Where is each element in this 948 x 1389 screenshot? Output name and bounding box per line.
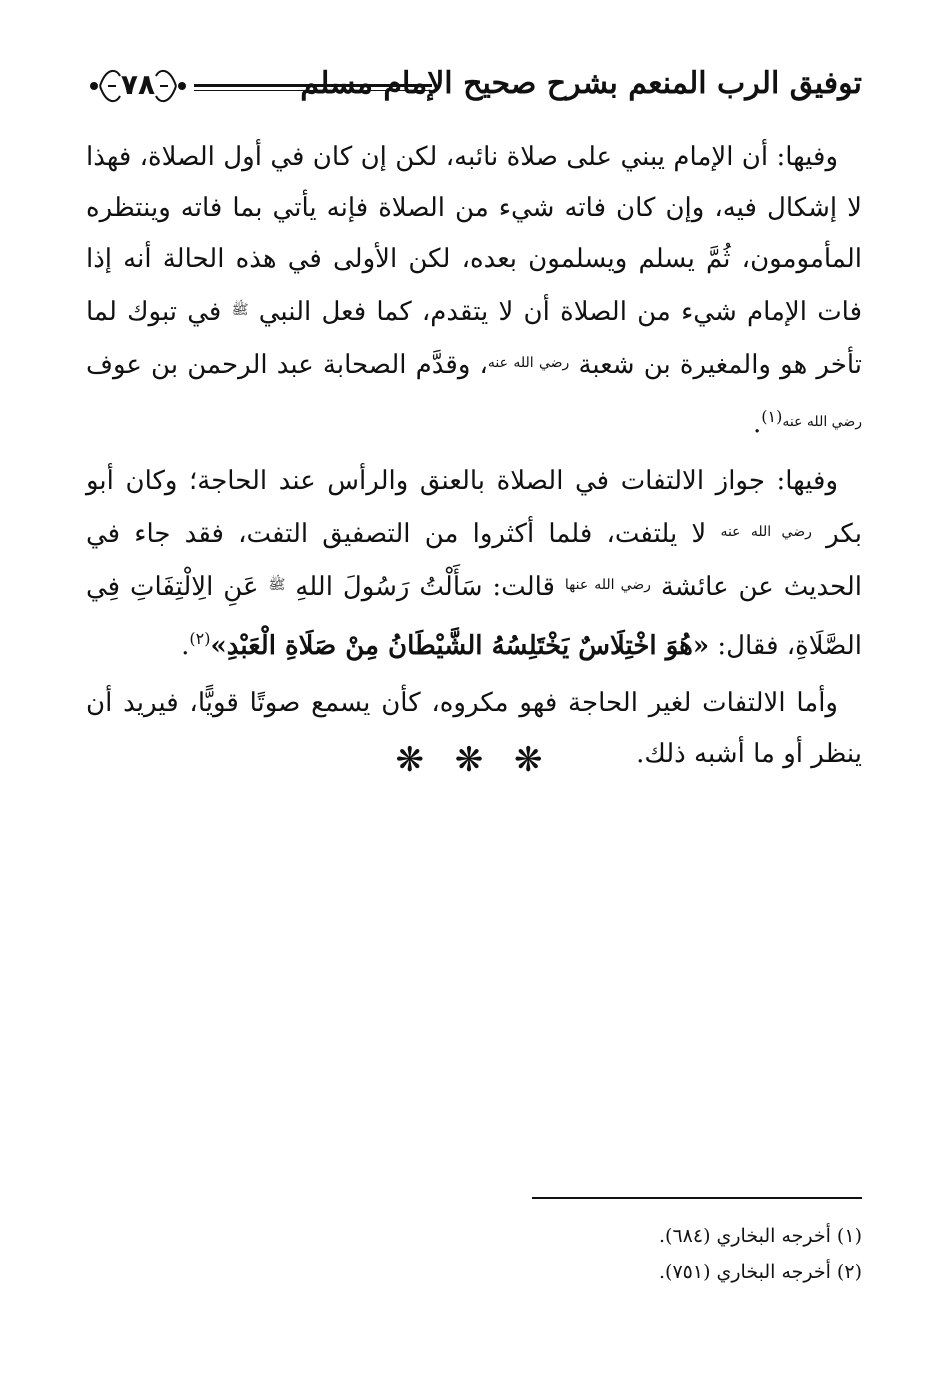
honorific-mark: رضي الله عنه	[720, 524, 812, 540]
footnote-ref-1[interactable]: (١)	[761, 407, 783, 426]
honorific-mark: رضي الله عنه	[782, 414, 862, 430]
book-title: توفيق الرب المنعم بشرح صحيح الإمام مسلم	[300, 66, 862, 101]
footnote-2: (٢) أخرجه البخاري (٧٥١).	[658, 1261, 862, 1283]
paragraph-2	[86, 456, 862, 672]
header-rule	[194, 84, 432, 91]
paragraph-1-text-c: ، وقدَّم الصحابة عبد الرحمن بن عوف	[86, 350, 488, 380]
footnote-rule	[532, 1197, 862, 1199]
paragraph-2-text-c: قالت: سَأَلْتُ رَسُولَ اللهِ	[295, 572, 555, 602]
salutation-mark: ﷺ	[231, 302, 249, 318]
paragraph-3: وأما الالتفات لغير الحاجة فهو مكروه، كأن يسمع صوتًا قويًّا، فيريد أن ينظر أو ما أشبه ذلك.	[86, 688, 862, 769]
paragraph-1-text: وفيها: أن الإمام يبني على صلاة نائبه، لكن إن كان في أول الصلاة، فهذا لا إشكال فيه، وإن كان فاته شيء من الصلاة فإنه يأتي بما فاته وينتظره المأمومون، ثُمَّ يسلم ويسلمون بعده، لكن الأولى في هذه الحالة أنه إذا فات الإمام شيء من الصلاة أن لا يتقدم، كما فعل النبي	[86, 142, 863, 327]
paragraph-1-text-b: في تبوك لما تأخر هو والمغيرة بن شعبة	[86, 297, 862, 380]
salutation-mark: ﷺ	[268, 577, 286, 593]
hadith-quote: «هُوَ اخْتِلَاسٌ يَخْتَلِسُهُ الشَّيْطَانُ مِنْ صَلَاةِ الْعَبْدِ»	[210, 631, 710, 661]
page-number: ٧٨	[120, 68, 156, 101]
paragraph-2-text: وفيها: جواز الالتفات في الصلاة بالعنق والرأس عند الحاجة؛ وكان أبو بكر	[86, 466, 863, 549]
page-number-ornament	[86, 62, 190, 110]
page-header	[86, 62, 862, 112]
paragraph-2-end: .	[181, 631, 190, 661]
paragraph-2-text-d: عَنِ الِالْتِفَاتِ فِي الصَّلَاةِ، فقال:	[86, 572, 862, 661]
body-text	[86, 132, 862, 780]
section-separator: ❋ ❋ ❋	[395, 740, 553, 780]
honorific-mark: رضي الله عنها	[564, 577, 651, 593]
honorific-mark: رضي الله عنه	[487, 355, 570, 371]
footnotes	[362, 1218, 862, 1290]
paragraph-2-text-b: لا يلتفت، فلما أكثروا من التصفيق التفت، فقد جاء في الحديث عن عائشة	[86, 519, 863, 602]
paragraph-1-end: .	[753, 409, 762, 439]
footnote-ref-2[interactable]: (٢)	[189, 629, 211, 648]
footnote-1: (١) أخرجه البخاري (٦٨٤).	[658, 1225, 862, 1247]
paragraph-1	[86, 132, 862, 450]
